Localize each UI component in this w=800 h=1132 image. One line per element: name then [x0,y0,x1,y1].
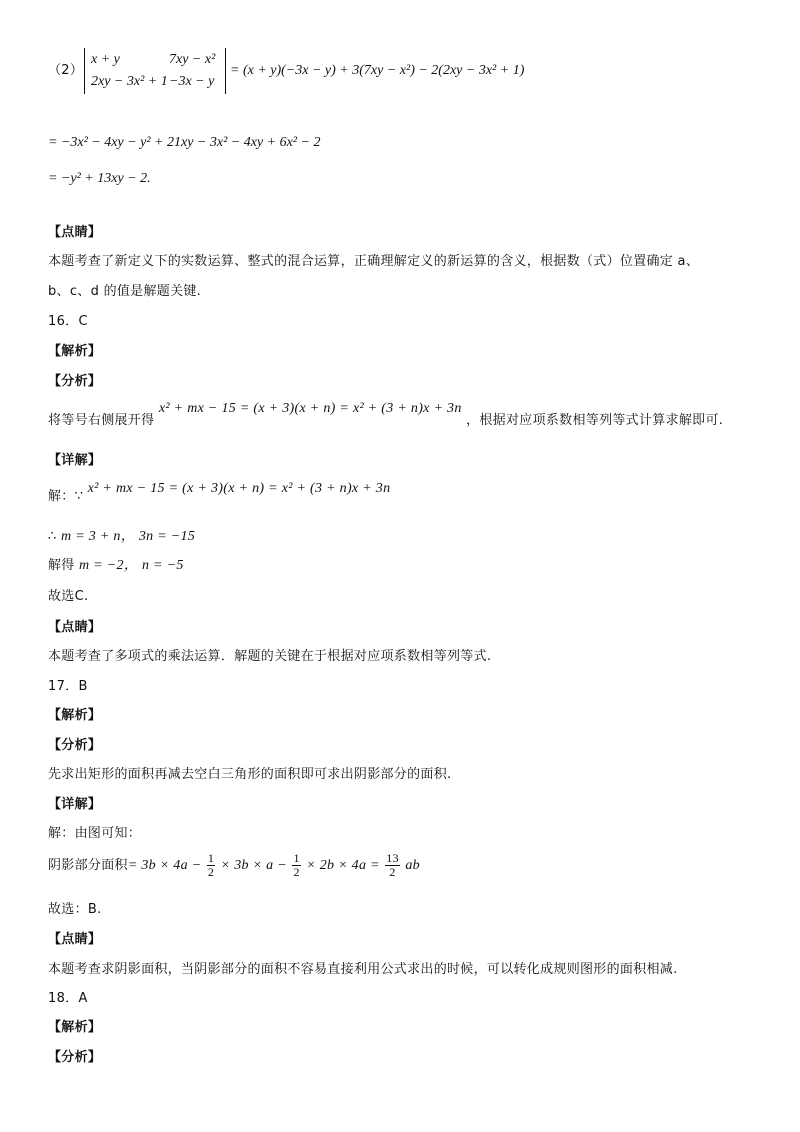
determinant [84,48,226,94]
q17-fraction-3 [385,852,400,879]
q17-area-part-d: ab [405,858,420,873]
q16-dianjing-text: 本题考查了多项式的乘法运算．解题的关键在于根据对应项系数相等列等式. [48,649,492,664]
q16-fenxi-heading: 【分析】 [48,374,102,389]
q17-jie: 解：由图可知： [48,826,142,841]
q17-fraction-3-den: 2 [389,865,396,879]
dianjing-text-1a: 本题考查了新定义下的实数运算、整式的混合运算，正确理解定义的新运算的含义，根据数（式）位置确定 a、 [48,254,700,269]
step2-equation [48,170,151,188]
det-cell-a: x + y [91,52,120,67]
dianjing-text-1b: b、c、d 的值是解题关键. [48,284,202,299]
q18-fenxi-heading: 【分析】 [48,1050,102,1065]
q17-area-line [48,852,420,880]
q16-fenxi-text [48,401,724,430]
q17-area-prefix: 阴影部分面积 [48,858,128,873]
det-cell-b: 7xy − x² [169,52,216,67]
q16-solve-equation: m = −2， n = −5 [79,558,184,573]
q16-therefore-equation: m = 3 + n， 3n = −15 [61,529,196,544]
q17-area-part-b: × 3b × a − [220,858,287,873]
q16-jie-equation: x² + mx − 15 = (x + 3)(x + n) = x² + (3 + n)x + 3n [87,481,391,496]
question-18-answer: 18．A [48,991,88,1006]
q17-choice: 故选：B. [48,902,102,917]
step1-equation: = −3x² − 4xy − y² + 21xy − 3x² − 4xy + 6x² − 2 [48,135,321,150]
q17-xiangjie-heading: 【详解】 [48,797,102,812]
q18-jiexi-heading: 【解析】 [48,1020,102,1035]
q16-therefore-symbol: ∴ [48,529,57,544]
q16-jie-prefix: 解：∵ [48,489,84,504]
q17-dianjing-text: 本题考查求阴影面积，当阴影部分的面积不容易直接利用公式求出的时候，可以转化成规则图形的面积相减. [48,962,678,977]
q17-fraction-3-num: 13 [386,851,399,865]
q17-area-part-c: × 2b × 4a = [306,858,380,873]
q16-fenxi-suffix: ，根据对应项系数相等列等式计算求解即可. [466,413,724,428]
q16-solve-prefix: 解得 [48,558,75,573]
question-16-answer: 16．C [48,314,88,329]
q17-fenxi-text: 先求出矩形的面积再减去空白三角形的面积即可求出阴影部分的面积. [48,767,452,782]
q17-fraction-2-den: 2 [293,865,300,879]
q16-xiangjie-heading: 【详解】 [48,453,102,468]
q16-therefore-line [48,528,195,546]
dianjing-heading-1: 【点睛】 [48,225,102,240]
q17-dianjing-heading: 【点睛】 [48,932,102,947]
q17-fraction-1 [207,852,215,879]
det-cell-d: −3x − y [169,74,215,89]
q17-fraction-2-num: 1 [293,851,300,865]
part2-rhs: = (x + y)(−3x − y) + 3(7xy − x²) − 2(2xy − 3x² + 1) [230,63,525,78]
q16-solve-line [48,557,184,575]
question-17-answer: 17．B [48,679,88,694]
q16-choice: 故选C. [48,589,89,604]
q17-fraction-1-den: 2 [207,865,215,879]
q17-fenxi-heading: 【分析】 [48,738,102,753]
det-cell-c: 2xy − 3x² + 1 [91,74,168,89]
q16-fenxi-equation: x² + mx − 15 = (x + 3)(x + n) = x² + (3 + n)x + 3n [158,401,462,416]
step2-period: . [147,171,151,186]
q17-fraction-2 [292,852,300,879]
part2-label: （2） [48,63,84,78]
q17-jiexi-heading: 【解析】 [48,708,102,723]
q16-dianjing-heading: 【点睛】 [48,620,102,635]
q16-jie-line [48,481,391,506]
q17-fraction-1-num: 1 [207,851,215,865]
q16-jiexi-heading: 【解析】 [48,344,102,359]
step2-expr: = −y² + 13xy − 2 [48,171,148,186]
q16-fenxi-prefix: 将等号右侧展开得 [48,413,155,428]
q17-area-part-a: = 3b × 4a − [127,858,202,873]
